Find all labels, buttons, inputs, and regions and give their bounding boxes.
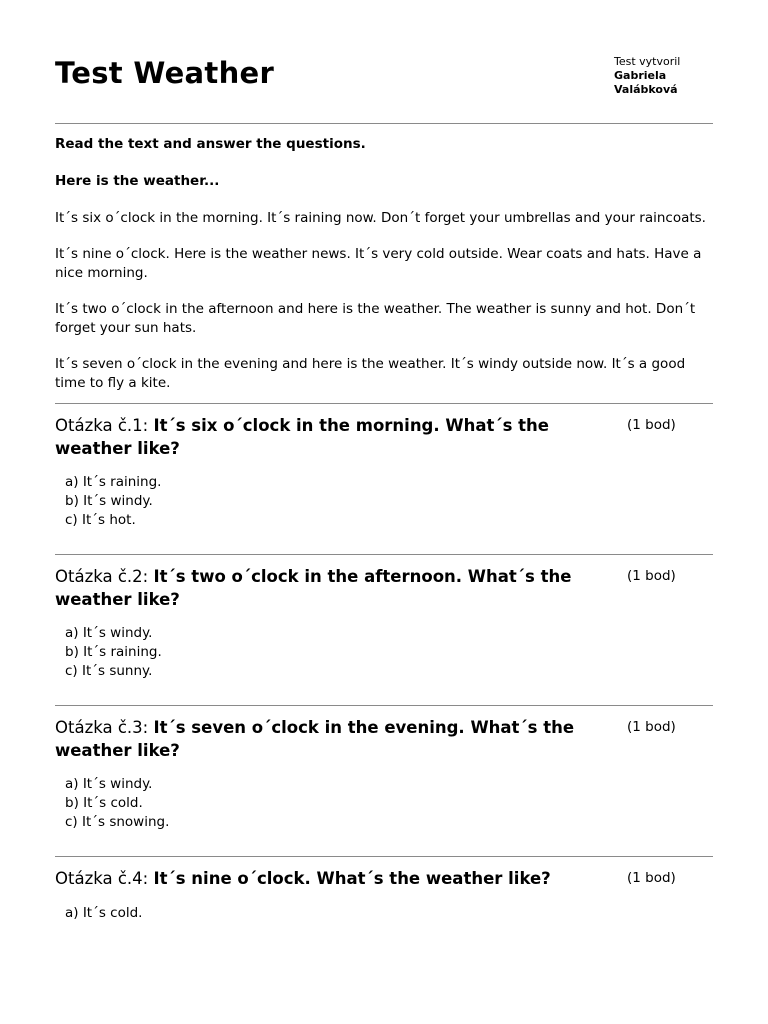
answer-option[interactable]: c) It´s sunny. [65, 663, 153, 679]
question-number: Otázka č.2: [55, 567, 154, 586]
question-2 [55, 555, 713, 706]
question-3 [55, 706, 713, 857]
author-block [614, 55, 680, 97]
question-header [55, 717, 713, 762]
question-text [55, 415, 621, 460]
author-name-last: Valábková [614, 83, 678, 96]
answer-list [55, 904, 713, 923]
reading-paragraph: It´s two o´clock in the afternoon and here is the weather. The weather is sunny and hot. Don´t forget your sun hats. [55, 301, 696, 336]
author-name-first: Gabriela [614, 69, 667, 82]
reading-section [55, 124, 713, 393]
instruction-text: Read the text and answer the questions. [55, 136, 366, 152]
question-number: Otázka č.3: [55, 718, 154, 737]
question-number: Otázka č.1: [55, 416, 154, 435]
question-text [55, 717, 621, 762]
reading-title: Here is the weather... [55, 173, 220, 189]
question-points: (1 bod) [627, 870, 676, 886]
answer-list [55, 473, 713, 530]
question-points: (1 bod) [627, 568, 676, 584]
question-header [55, 415, 713, 460]
author-label: Test vytvoril [614, 55, 681, 68]
answer-option[interactable]: b) It´s windy. [65, 493, 153, 509]
answer-list [55, 775, 713, 832]
question-header [55, 566, 713, 611]
question-prompt: It´s six o´clock in the morning. What´s the weather like? [55, 416, 549, 458]
answer-option[interactable]: c) It´s snowing. [65, 814, 170, 830]
question-text [55, 868, 621, 891]
question-prompt: It´s two o´clock in the afternoon. What´s the weather like? [55, 567, 572, 609]
reading-paragraph: It´s seven o´clock in the evening and here is the weather. It´s windy outside now. It´s a good time to fly a kite. [55, 356, 686, 391]
answer-option[interactable]: a) It´s cold. [65, 904, 143, 921]
answer-list [55, 624, 713, 681]
question-number: Otázka č.4: [55, 869, 154, 888]
reading-paragraph: It´s six o´clock in the morning. It´s raining now. Don´t forget your umbrellas and your raincoats. [55, 210, 706, 226]
question-text [55, 566, 621, 611]
test-page [55, 0, 713, 923]
answer-option[interactable]: a) It´s windy. [65, 776, 153, 792]
question-1 [55, 404, 713, 555]
question-points: (1 bod) [627, 719, 676, 735]
page-title: Test Weather [55, 56, 275, 90]
answer-option[interactable]: a) It´s windy. [65, 625, 153, 641]
test-header [55, 0, 713, 123]
question-4 [55, 857, 713, 923]
answer-option[interactable]: b) It´s cold. [65, 795, 143, 811]
question-prompt: It´s seven o´clock in the evening. What´s the weather like? [55, 718, 575, 760]
question-prompt: It´s nine o´clock. What´s the weather like? [153, 869, 551, 888]
question-points: (1 bod) [627, 417, 676, 433]
reading-paragraph: It´s nine o´clock. Here is the weather news. It´s very cold outside. Wear coats and hats. Have a nice morning. [55, 246, 702, 281]
question-header [55, 868, 713, 891]
answer-option[interactable]: b) It´s raining. [65, 644, 162, 660]
answer-option[interactable]: c) It´s hot. [65, 512, 136, 528]
answer-option[interactable]: a) It´s raining. [65, 474, 162, 490]
